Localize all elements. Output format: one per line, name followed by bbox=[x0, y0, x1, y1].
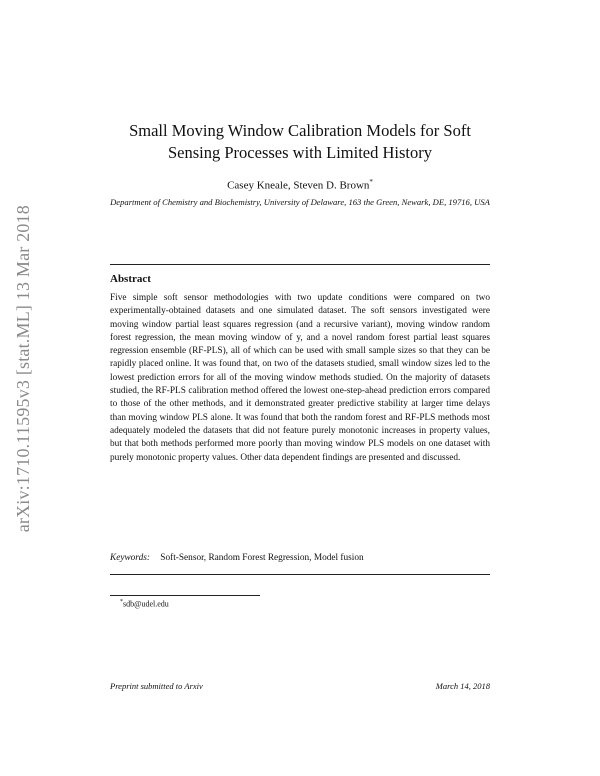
paper-title: Small Moving Window Calibration Models for Soft Sensing Processes with Limited History bbox=[129, 121, 471, 162]
footnote bbox=[120, 599, 169, 609]
footnote-rule bbox=[110, 595, 260, 596]
abstract-bottom-rule bbox=[110, 574, 490, 575]
keywords-value: Soft-Sensor, Random Forest Regression, Model fusion bbox=[160, 553, 364, 563]
arxiv-identifier: arXiv:1710.11595v3 [stat.ML] 13 Mar 2018 bbox=[13, 205, 33, 533]
footer-date: March 14, 2018 bbox=[435, 681, 490, 691]
abstract-heading: Abstract bbox=[110, 273, 151, 285]
footer-preprint-note: Preprint submitted to Arxiv bbox=[110, 681, 203, 691]
footnote-email: sdb@udel.edu bbox=[123, 599, 169, 609]
footnote-mark: * bbox=[120, 599, 123, 605]
author-footnote-mark: * bbox=[369, 178, 373, 186]
abstract-body: Five simple soft sensor methodologies with two update conditions were compared on two experimentally-obtained datasets and one simulated dataset. The soft sensors investigated were moving window partial least squares regression (and a recursive variant), moving window random forest regression, the mean moving window of y, and a novel random forest partial least squares regression ensemble (RF-PLS), all of which can be used with small sample sizes so that they can be rapidly placed online. It was found that, on two of the datasets studied, small window sizes led to the lowest prediction errors for all of the moving window methods studied. On the majority of datasets studied, the RF-PLS calibration method offered the lowest one-step-ahead prediction errors compared to those of the other methods, and it demonstrated greater predictive stability at larger time delays than moving window PLS alone. It was found that both the random forest and RF-PLS methods most adequately modeled the datasets that did not feature purely monotonic increases in property values, but that both methods performed more poorly than moving window PLS models on one dataset with purely monotonic property values. Other data dependent findings are presented and discussed. bbox=[110, 293, 490, 463]
author-names: Casey Kneale, Steven D. Brown bbox=[227, 179, 370, 192]
keywords-label: Keywords: bbox=[110, 553, 150, 563]
author-list bbox=[110, 178, 490, 192]
author-affiliation: Department of Chemistry and Biochemistry, University of Delaware, 163 the Green, Newark, DE, 19716, USA bbox=[110, 197, 490, 207]
keywords-line bbox=[110, 553, 490, 563]
abstract-top-rule bbox=[110, 264, 490, 265]
